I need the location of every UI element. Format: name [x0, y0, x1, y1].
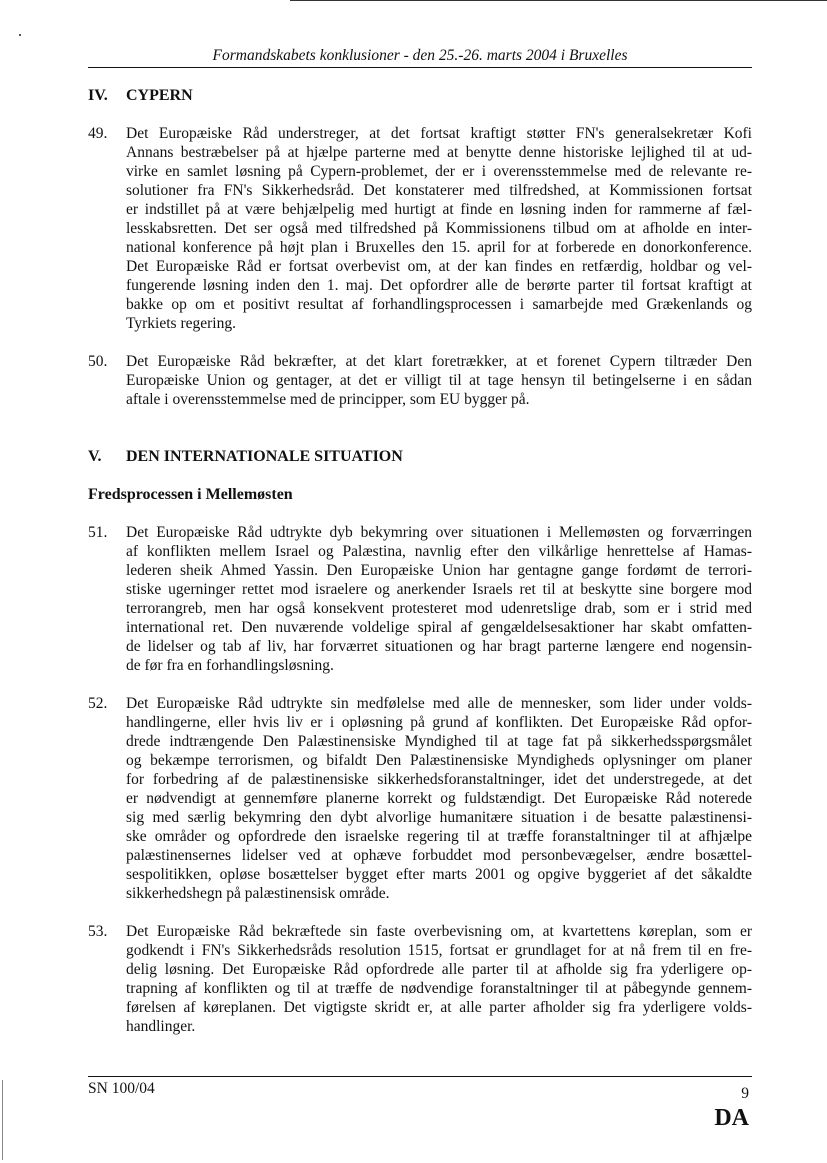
text-line: virke en samlet løsning på Cypern-problemet, der er i overensstemmelse med de relevante re-: [126, 163, 752, 180]
text-line: stiske ugerninger rettet mod israelere og anerkender Israels ret til at beskytte sine borgere mod: [126, 581, 752, 598]
text-line: Det Europæiske Råd bekræftede sin faste overbevisning om, at kvartettens køreplan, som er: [126, 923, 752, 940]
text-line: Det Europæiske Råd udtrykte dyb bekymring over situationen i Mellemøsten og forværringen: [126, 524, 752, 541]
text-line: Europæiske Union og gentager, at det er villigt til at tage hensyn til betingelserne i en sådan: [126, 372, 752, 389]
text-line: fungerende løsning inden den 1. maj. Det opfordrer alle de berørte parter til fortsat kraftigt at: [126, 277, 752, 294]
paragraph-number: 50.: [88, 353, 108, 370]
text-line: Det Europæiske Råd udtrykte sin medfølelse med alle de mennesker, som lider under volds-: [126, 695, 752, 712]
paragraph-text: [126, 124, 752, 333]
text-line: sig med særlig bekymring den dybt alvorlige humanitære situation i de besatte palæstinensi-: [126, 809, 752, 826]
section-number: IV.: [88, 87, 108, 104]
paragraph-text: [126, 352, 752, 409]
scan-edge-top: [290, 0, 827, 1]
text-line: de lidelser og tab af liv, har forværret situationen og har bragt parterne længere end nogensin-: [126, 638, 752, 655]
paragraph-49: [88, 124, 752, 333]
text-line: godkendt i FN's Sikkerhedsråds resolution 1515, fortsat er grundlaget for at nå frem til en fre-: [126, 942, 752, 959]
text-line: sespolitikken, opløse bosættelser bygget efter marts 2001 og opgive byggeriet af det såkaldte: [126, 866, 752, 883]
text-line: lesskabsretten. Det ser også med tilfredshed på Kommissionens tilbud om at afholde en inter-: [126, 220, 752, 237]
section-title: DEN INTERNATIONALE SITUATION: [126, 448, 403, 465]
text-line: førelsen af køreplanen. Det vigtigste skridt er, at alle parter afholder sig fra yderligere volds-: [126, 999, 752, 1016]
footer-rule: [88, 1076, 752, 1077]
text-line: er nødvendigt at gennemføre planerne korrekt og fuldstændigt. Det Europæiske Råd noterede: [126, 790, 752, 807]
text-line: aftale i overensstemmelse med de principper, som EU bygger på.: [126, 391, 530, 408]
paragraph-text: [126, 694, 752, 903]
text-line: og bekæmpe terrorismen, og bifaldt Den Palæstinensiske Myndigheds oplysninger om planer: [126, 752, 752, 769]
text-line: delig løsning. Det Europæiske Råd opfordrede alle parter til at afholde sig fra yderligere op-: [126, 961, 752, 978]
text-line: international ret. Den nuværende voldelige spiral af gengældelsesaktioner har skabt omfatten-: [126, 619, 752, 636]
header-rule: [88, 67, 752, 68]
text-line: solutioner fra FN's Sikkerhedsråd. Det konstaterer med tilfredshed, at Kommissionen fortsat: [126, 182, 752, 199]
text-line: sikkerhedshegn på palæstinensisk område.: [126, 885, 390, 902]
paragraph-number: 51.: [88, 524, 108, 541]
section-title: CYPERN: [126, 87, 193, 104]
paragraph-number: 49.: [88, 125, 108, 142]
section-number: V.: [88, 448, 102, 465]
text-line: terrorangreb, men har også konsekvent protesteret mod udenretslige drab, som er i strid med: [126, 600, 752, 617]
paragraph-number: 53.: [88, 923, 108, 940]
text-line: for forbedring af de palæstinensiske sikkerhedsforanstaltninger, idet det understregede, at det: [126, 771, 752, 788]
text-line: drede indtrængende Den Palæstinensiske Myndighed til at tage fat på sikkerhedsspørgsmålet: [126, 733, 752, 750]
text-line: Annans bestræbelser på at hjælpe parterne med at benytte denne historiske lejlighed til at ud-: [126, 144, 752, 161]
page-number: 9: [741, 1085, 749, 1102]
text-line: er indstillet på at være behjælpelig med hurtigt at finde en løsning inden for rammerne af fæl-: [126, 201, 752, 218]
text-line: handlingerne, eller hvis liv er i opløsning på grund af konflikten. Det Europæiske Råd opfor-: [126, 714, 752, 731]
text-line: bakke op om et positivt resultat af forhandlingsprocessen i samarbejde med Grækenlands og: [126, 296, 752, 313]
paragraph-50: [88, 352, 752, 409]
scan-edge-left: [2, 1080, 3, 1160]
paragraph-number: 52.: [88, 695, 108, 712]
text-line: handlinger.: [126, 1018, 196, 1035]
text-line: Det Europæiske Råd bekræfter, at det klart foretrækker, at et forenet Cypern tiltræder Den: [126, 353, 752, 370]
text-line: Tyrkiets regering.: [126, 315, 236, 332]
text-line: national konference på højt plan i Bruxelles den 15. april for at forberede en donorkonference.: [126, 239, 752, 256]
paragraph-52: [88, 694, 752, 903]
section-heading-iv: [88, 86, 752, 106]
section-heading-v: [88, 447, 752, 467]
text-line: af konflikten mellem Israel og Palæstina, navnlig efter den vilkårlige henrettelse af Hamas-: [126, 543, 752, 560]
text-line: lederen sheik Ahmed Yassin. Den Europæiske Union har gentagne gange fordømt de terrori-: [126, 562, 752, 579]
text-line: palæstinensernes lidelser ved at ophæve forbuddet mod personbevægelser, ændre bosættel-: [126, 847, 752, 864]
document-reference: SN 100/04: [88, 1080, 155, 1097]
paragraph-text: [126, 523, 752, 675]
scan-speck: [19, 34, 21, 36]
text-line: de før fra en forhandlingsløsning.: [126, 657, 334, 674]
language-code: DA: [714, 1105, 749, 1131]
text-line: Det Europæiske Råd er fortsat overbevist om, at der kan findes en retfærdig, holdbar og vel-: [126, 258, 752, 275]
text-line: trapning af konflikten og til at træffe de nødvendige foranstaltninger til at påbegynde gennem-: [126, 980, 752, 997]
paragraph-51: [88, 523, 752, 675]
text-line: ske områder og opfordrede den israelske regering til at træffe foranstaltninger til at afhjælpe: [126, 828, 752, 845]
running-header: Formandskabets konklusioner - den 25.-26. marts 2004 i Bruxelles: [212, 47, 628, 64]
subheading-middle-east: Fredsprocessen i Mellemøsten: [88, 486, 293, 503]
paragraph-53: [88, 922, 752, 1036]
text-line: Det Europæiske Råd understreger, at det fortsat kraftigt støtter FN's generalsekretær Kofi: [126, 125, 752, 142]
paragraph-text: [126, 922, 752, 1036]
